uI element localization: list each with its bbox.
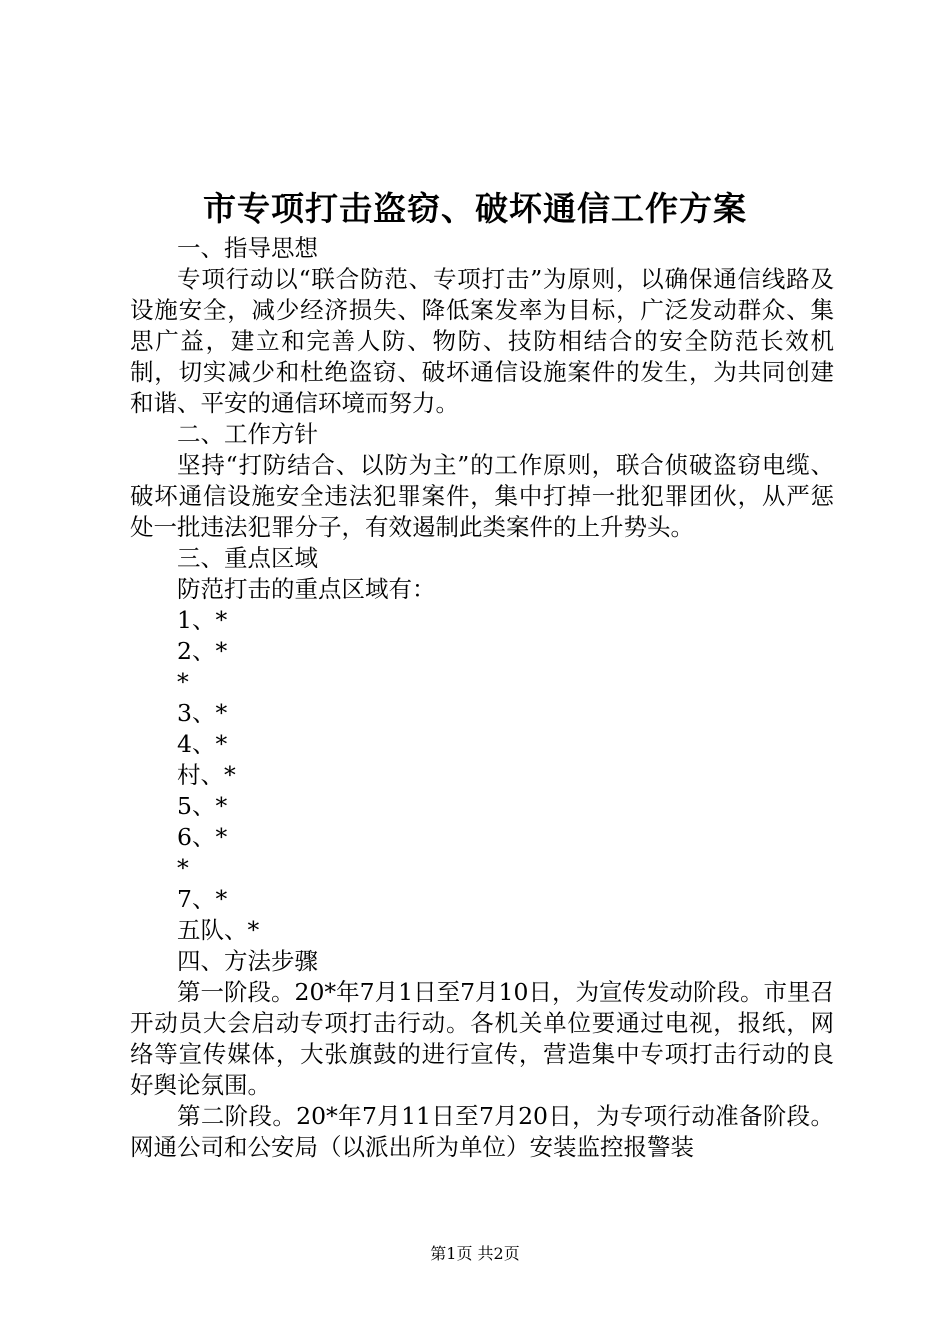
- list-item: 1、*: [177, 606, 228, 634]
- paragraph-key-areas-intro: 防范打击的重点区域有：: [177, 575, 436, 603]
- list-item: *: [177, 854, 189, 882]
- document-body: [130, 233, 834, 1163]
- list-item: 3、*: [177, 699, 228, 727]
- list-item: 6、*: [177, 823, 228, 851]
- list-item: 2、*: [177, 637, 228, 665]
- heading-methods-steps: 四、方法步骤: [177, 947, 318, 975]
- heading-guiding-ideology: 一、指导思想: [177, 234, 318, 262]
- list-item: 4、*: [177, 730, 228, 758]
- list-item: 五队、*: [177, 916, 260, 944]
- list-item: 村、*: [177, 761, 236, 789]
- document-title: 市专项打击盗窃、破坏通信工作方案: [203, 189, 747, 228]
- paragraph-stage-two: 第二阶段。20*年7月11日至7月20日，为专项行动准备阶段。网通公司和公安局（以派出所为单位）安装监控报警装: [130, 1102, 834, 1161]
- list-item: 7、*: [177, 885, 228, 913]
- paragraph-guiding-ideology: 专项行动以“联合防范、专项打击”为原则，以确保通信线路及设施安全，减少经济损失、降低案发率为目标，广泛发动群众、集思广益，建立和完善人防、物防、技防相结合的安全防范长效机制，切实减少和杜绝盗窃、破坏通信设施案件的发生，为共同创建和谐、平安的通信环境而努力。: [130, 265, 834, 417]
- heading-key-areas: 三、重点区域: [177, 544, 318, 572]
- heading-work-policy: 二、工作方针: [177, 420, 318, 448]
- list-item: 5、*: [177, 792, 228, 820]
- page-footer: 第1页 共2页: [430, 1244, 520, 1263]
- paragraph-stage-one: 第一阶段。20*年7月1日至7月10日，为宣传发动阶段。市里召开动员大会启动专项打击行动。各机关单位要通过电视，报纸，网络等宣传媒体，大张旗鼓的进行宣传，营造集中专项打击行动的良好舆论氛围。: [130, 978, 834, 1099]
- paragraph-work-policy: 坚持“打防结合、以防为主”的工作原则，联合侦破盗窃电缆、破坏通信设施安全违法犯罪案件，集中打掉一批犯罪团伙，从严惩处一批违法犯罪分子，有效遏制此类案件的上升势头。: [130, 451, 834, 541]
- list-item: *: [177, 668, 189, 696]
